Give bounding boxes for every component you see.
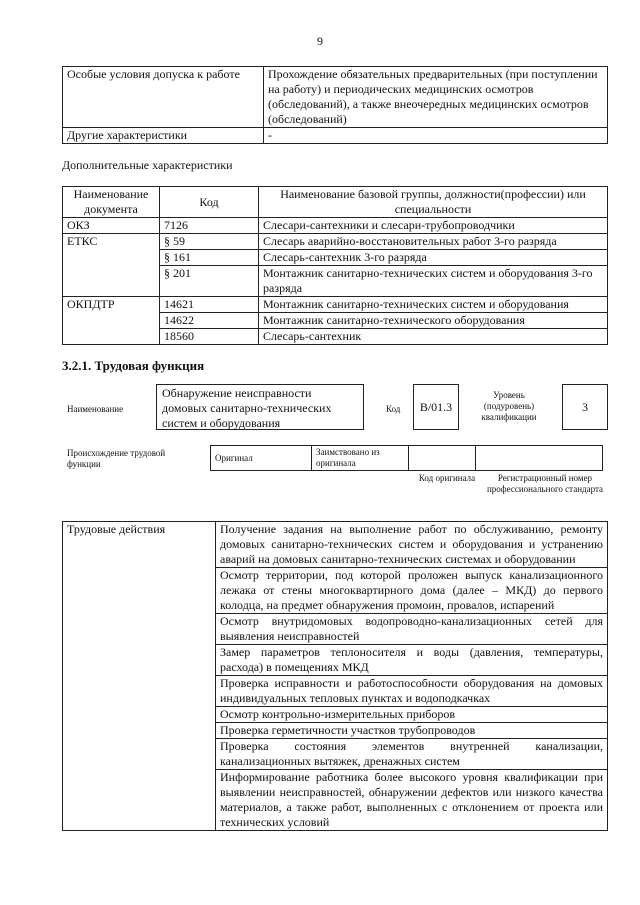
additional-characteristics-table xyxy=(62,186,608,345)
table-header-row xyxy=(63,187,608,218)
row-doc: ОКЗ xyxy=(63,218,160,234)
row-name: Слесарь-сантехник xyxy=(259,329,608,345)
row-code: 18560 xyxy=(160,329,259,345)
code-original-cell xyxy=(409,446,476,471)
labor-action-item: Проверка герметичности участков трубопроводов xyxy=(216,723,608,739)
labor-action-item: Осмотр территории, под которой проложен выпуск канализационного лежака от стены многоквартирного дома (далее – МКД) до первого колодца, на предмет обнаружения промоин, провалов, испарений xyxy=(216,568,608,614)
other-characteristics-value: - xyxy=(264,128,608,144)
labor-action-item: Информирование работника более высокого уровня квалификации при выявлении неисправностей, обнаружении дефектов или низкого качества материалов, а также работ, выполненных с отклонением от проекта или технических условий xyxy=(216,770,608,831)
row-code: 14622 xyxy=(160,313,259,329)
row-code: § 201 xyxy=(160,266,259,297)
table-row xyxy=(63,234,608,250)
page-number: 9 xyxy=(317,34,323,48)
qualification-level-label: Уровень (подуровень) квалификации xyxy=(481,390,537,422)
row-name: Монтажник санитарно-технических систем и оборудования 3-го разряда xyxy=(259,266,608,297)
header-code: Код xyxy=(160,187,259,218)
labor-action-item: Осмотр контрольно-измерительных приборов xyxy=(216,707,608,723)
row-code: § 59 xyxy=(160,234,259,250)
borrowed-cell: Заимствовано из оригинала xyxy=(312,446,409,471)
row-name: Слесарь-сантехник 3-го разряда xyxy=(259,250,608,266)
table-row xyxy=(63,67,608,128)
table-row xyxy=(63,297,608,313)
labor-actions-table xyxy=(62,521,608,831)
admission-conditions-table xyxy=(62,66,608,144)
reg-number-cell xyxy=(476,446,603,471)
row-name: Слесарь аварийно-восстановительных работ 3-го разряда xyxy=(259,234,608,250)
function-code-box: В/01.3 xyxy=(413,384,459,430)
labor-action-item: Осмотр внутридомовых водопроводно-канализационных сетей для выявления неисправностей xyxy=(216,614,608,645)
admission-value: Прохождение обязательных предварительных (при поступлении на работу) и периодических медицинских осмотров (обследований), а также внеочередных медицинских осмотров (обследований) xyxy=(264,67,608,128)
table-row xyxy=(211,446,603,471)
admission-label: Особые условия допуска к работе xyxy=(63,67,264,128)
origin-table xyxy=(210,445,603,471)
row-code: 14621 xyxy=(160,297,259,313)
name-label: Наименование xyxy=(67,404,124,414)
row-doc: ОКПДТР xyxy=(63,297,160,345)
row-doc: ЕТКС xyxy=(63,234,160,297)
labor-action-item: Проверка состояния элементов внутренней канализации, канализационных вытяжек, дренажных систем xyxy=(216,739,608,770)
table-row xyxy=(63,522,608,568)
other-characteristics-label: Другие характеристики xyxy=(63,128,264,144)
function-name-box: Обнаружение неисправности домовых санитарно-технических систем и оборудования xyxy=(156,384,364,430)
code-label: Код xyxy=(386,404,401,414)
row-name: Слесари-сантехники и слесари-трубопроводчики xyxy=(259,218,608,234)
table-row xyxy=(63,218,608,234)
header-base-group: Наименование базовой группы, должности(профессии) или специальности xyxy=(259,187,608,218)
qualification-level-box: 3 xyxy=(562,384,608,430)
row-name: Монтажник санитарно-технического оборудования xyxy=(259,313,608,329)
labor-function-heading: 3.2.1. Трудовая функция xyxy=(62,358,205,373)
origin-label: Происхождение трудовой функции xyxy=(67,448,166,469)
labor-action-item: Проверка исправности и работоспособности оборудования на домовых индивидуальных тепловых пунктах и водоподкачках xyxy=(216,676,608,707)
row-code: 7126 xyxy=(160,218,259,234)
reg-number-label: Регистрационный номер профессионального стандарта xyxy=(486,473,604,494)
original-cell: Оригинал xyxy=(211,446,312,471)
header-doc-name: Наименование документа xyxy=(63,187,160,218)
labor-action-item: Получение задания на выполнение работ по обслуживанию, ремонту домовых санитарно-технических систем и оборудования и устранению аварий на домовых санитарно-технических системах и оборудовании xyxy=(216,522,608,568)
additional-characteristics-heading: Дополнительные характеристики xyxy=(62,158,233,172)
row-name: Монтажник санитарно-технических систем и оборудования xyxy=(259,297,608,313)
row-code: § 161 xyxy=(160,250,259,266)
labor-actions-label: Трудовые действия xyxy=(63,522,216,831)
code-original-label: Код оригинала xyxy=(418,473,476,483)
table-row xyxy=(63,128,608,144)
labor-action-item: Замер параметров теплоносителя и воды (давления, температуры, расхода) в помещениях МКД xyxy=(216,645,608,676)
